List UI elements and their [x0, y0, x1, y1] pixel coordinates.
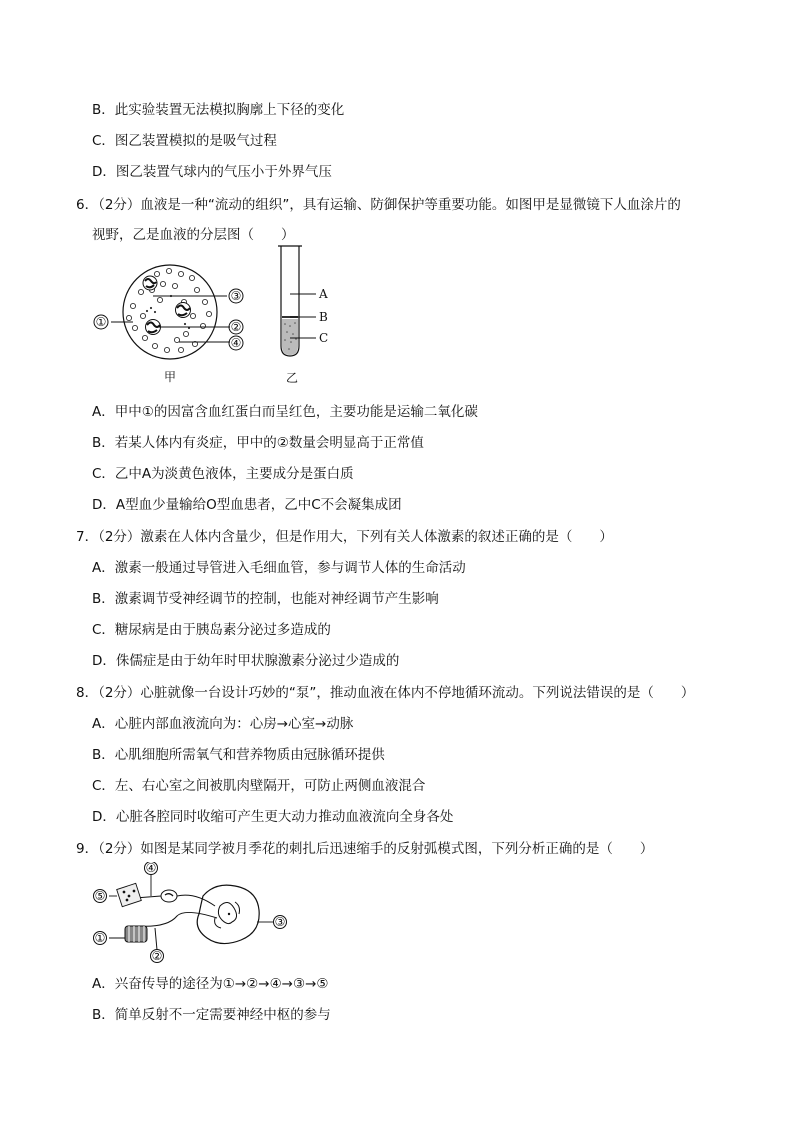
q5-option-b: B．此实验装置无法模拟胸廓上下径的变化: [92, 102, 345, 118]
smear-caption: 甲: [163, 370, 177, 384]
q6-stem-line2: 视野，乙是血液的分层图（ ）: [92, 227, 295, 243]
q7-option-a: A．激素一般通过导管进入毛细血管，参与调节人体的生命活动: [92, 560, 466, 576]
reflex-label-1: ①: [94, 931, 106, 945]
smear-label-1: ①: [95, 315, 107, 329]
reflex-label-3: ③: [274, 915, 286, 929]
q7-stem: 7．（2分）激素在人体内含量少，但是作用大，下列有关人体激素的叙述正确的是（ ）: [76, 529, 613, 545]
q6-option-d: D．A型血少量输给O型血患者，乙中C不会凝集成团: [92, 497, 402, 513]
q6-stem-line1: 6．（2分）血液是一种“流动的组织”，具有运输、防御保护等重要功能。如图甲是显微镜下人血涂片的: [76, 197, 681, 213]
smear-label-4: ④: [230, 336, 242, 350]
q9-option-a: A．兴奋传导的途径为①→②→④→③→⑤: [92, 976, 329, 992]
blood-smear-figure: [85, 250, 260, 390]
q8-option-a: A．心脏内部血液流向为：心房→心室→动脉: [92, 716, 354, 732]
smear-label-3: ③: [230, 289, 242, 303]
q7-option-b: B．激素调节受神经调节的控制，也能对神经调节产生影响: [92, 591, 439, 607]
q8-stem: 8．（2分）心脏就像一台设计巧妙的“泵”，推动血液在体内不停地循环流动。下列说法错误的是（ ）: [76, 685, 695, 701]
reflex-label-4: ④: [145, 862, 157, 875]
smear-label-2: ②: [230, 320, 242, 334]
q5-option-d: D．图乙装置气球内的气压小于外界气压: [92, 164, 332, 180]
q9-option-b: B．简单反射不一定需要神经中枢的参与: [92, 1007, 331, 1023]
q9-stem: 9．（2分）如图是某同学被月季花的刺扎后迅速缩手的反射弧模式图，下列分析正确的是（ ）: [76, 841, 654, 857]
reflex-arc-figure: [85, 862, 295, 970]
q6-option-b: B．若某人体内有炎症，甲中的②数量会明显高于正常值: [92, 435, 424, 451]
reflex-label-2: ②: [151, 949, 163, 963]
blood-layer-tube-figure: [270, 240, 340, 390]
reflex-label-5: ⑤: [94, 889, 106, 903]
tube-caption: 乙: [285, 371, 299, 385]
q7-option-c: C．糖尿病是由于胰岛素分泌过多造成的: [92, 622, 331, 638]
q5-option-c: C．图乙装置模拟的是吸气过程: [92, 133, 277, 149]
q8-option-d: D．心脏各腔同时收缩可产生更大动力推动血液流向全身各处: [92, 809, 454, 825]
q7-option-d: D．侏儒症是由于幼年时甲状腺激素分泌过少造成的: [92, 653, 400, 669]
tube-label-a: A: [319, 287, 328, 301]
q6-option-c: C．乙中A为淡黄色液体，主要成分是蛋白质: [92, 466, 354, 482]
tube-label-b: B: [319, 310, 328, 324]
q6-option-a: A．甲中①的因富含血红蛋白而呈红色，主要功能是运输二氧化碳: [92, 404, 478, 420]
tube-label-c: C: [319, 331, 329, 345]
q8-option-c: C．左、右心室之间被肌肉壁隔开，可防止两侧血液混合: [92, 778, 426, 794]
q8-option-b: B．心肌细胞所需氧气和营养物质由冠脉循环提供: [92, 747, 385, 763]
